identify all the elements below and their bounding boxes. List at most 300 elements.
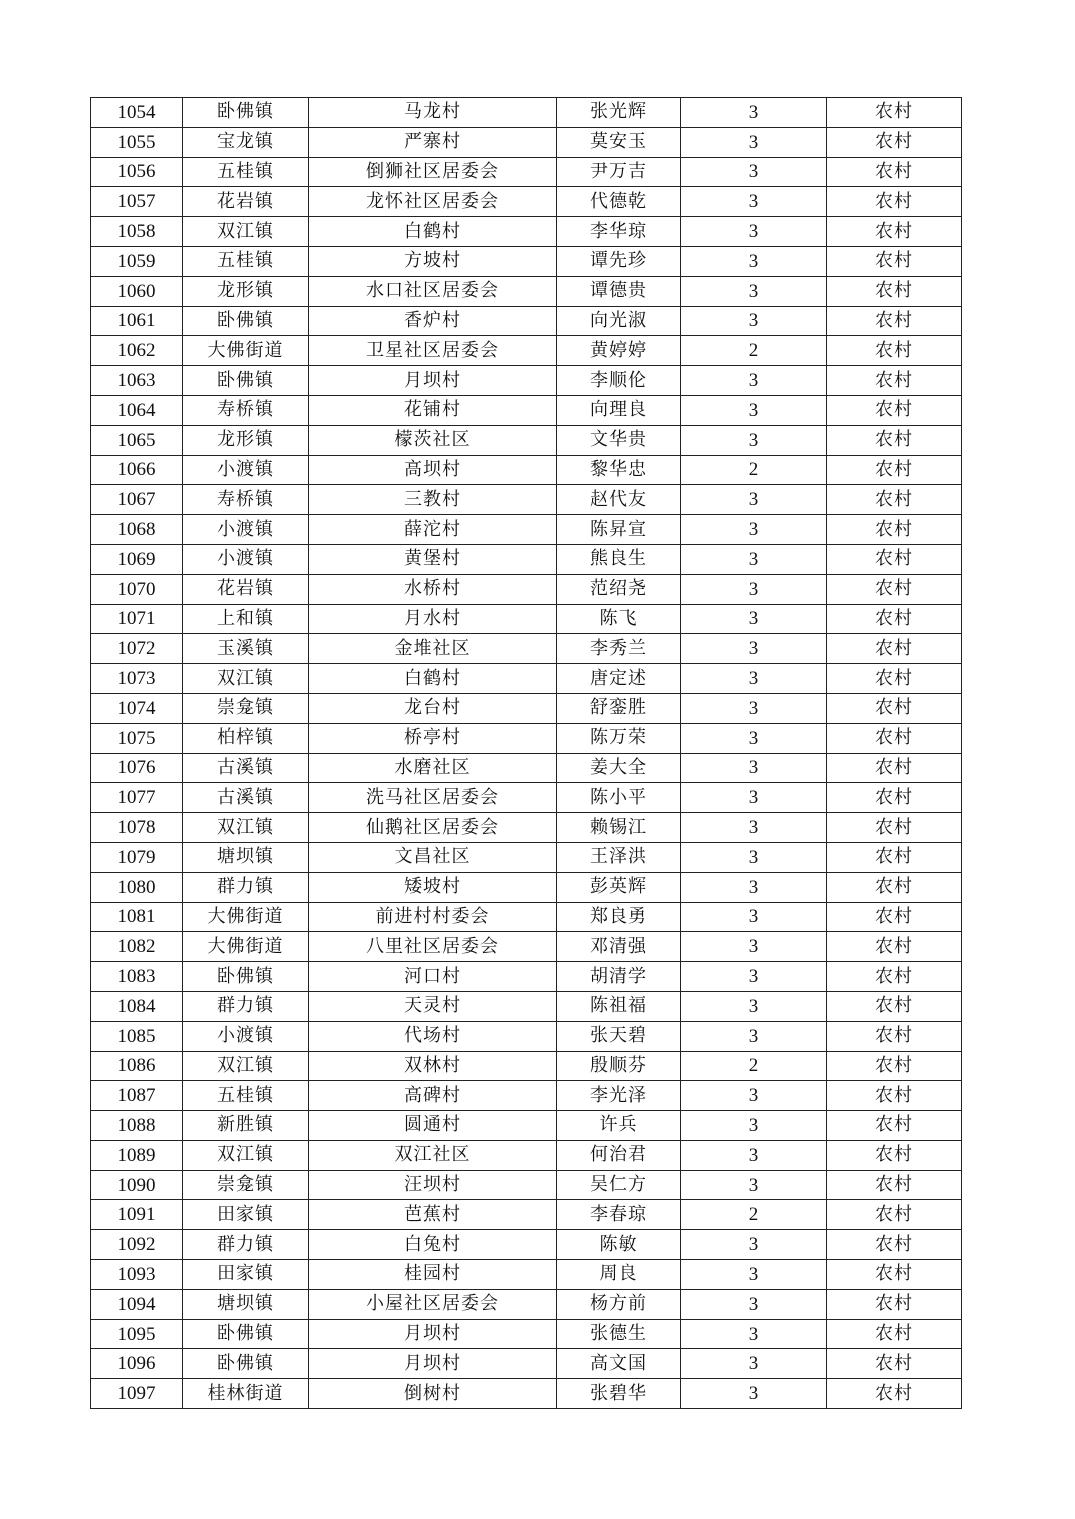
cell-count: 3 (681, 842, 827, 872)
cell-village: 白鹤村 (309, 664, 557, 694)
cell-township: 寿桥镇 (183, 395, 309, 425)
cell-serial-number: 1057 (91, 187, 183, 217)
cell-name: 邓清强 (557, 932, 681, 962)
table-row (91, 1051, 962, 1081)
cell-serial-number: 1059 (91, 246, 183, 276)
table-row (91, 395, 962, 425)
cell-serial-number: 1079 (91, 842, 183, 872)
cell-township: 柏梓镇 (183, 723, 309, 753)
cell-category: 农村 (827, 1111, 962, 1141)
cell-category: 农村 (827, 366, 962, 396)
cell-count: 3 (681, 395, 827, 425)
table-row (91, 1021, 962, 1051)
cell-name: 熊良生 (557, 544, 681, 574)
cell-category: 农村 (827, 574, 962, 604)
cell-count: 3 (681, 127, 827, 157)
table-row (91, 962, 962, 992)
cell-category: 农村 (827, 842, 962, 872)
table-row (91, 1200, 962, 1230)
cell-township: 双江镇 (183, 813, 309, 843)
cell-serial-number: 1075 (91, 723, 183, 753)
table-row (91, 157, 962, 187)
cell-name: 谭先珍 (557, 246, 681, 276)
cell-category: 农村 (827, 1200, 962, 1230)
cell-name: 谭德贵 (557, 276, 681, 306)
cell-count: 3 (681, 1230, 827, 1260)
cell-category: 农村 (827, 693, 962, 723)
cell-serial-number: 1058 (91, 217, 183, 247)
cell-township: 群力镇 (183, 1230, 309, 1260)
cell-category: 农村 (827, 544, 962, 574)
cell-count: 3 (681, 664, 827, 694)
cell-name: 舒銮胜 (557, 693, 681, 723)
cell-serial-number: 1065 (91, 425, 183, 455)
cell-count: 3 (681, 1170, 827, 1200)
cell-count: 3 (681, 1021, 827, 1051)
cell-township: 卧佛镇 (183, 962, 309, 992)
cell-name: 王泽洪 (557, 842, 681, 872)
cell-serial-number: 1070 (91, 574, 183, 604)
cell-name: 周良 (557, 1260, 681, 1290)
cell-serial-number: 1073 (91, 664, 183, 694)
cell-village: 方坡村 (309, 246, 557, 276)
cell-category: 农村 (827, 1319, 962, 1349)
cell-serial-number: 1078 (91, 813, 183, 843)
cell-serial-number: 1056 (91, 157, 183, 187)
cell-township: 卧佛镇 (183, 366, 309, 396)
cell-category: 农村 (827, 246, 962, 276)
table-row (91, 485, 962, 515)
cell-serial-number: 1094 (91, 1289, 183, 1319)
cell-name: 李春琼 (557, 1200, 681, 1230)
cell-category: 农村 (827, 1230, 962, 1260)
cell-village: 金堆社区 (309, 634, 557, 664)
cell-village: 高碑村 (309, 1081, 557, 1111)
cell-count: 3 (681, 485, 827, 515)
cell-category: 农村 (827, 783, 962, 813)
cell-count: 3 (681, 693, 827, 723)
cell-township: 双江镇 (183, 664, 309, 694)
cell-township: 小渡镇 (183, 515, 309, 545)
cell-name: 张德生 (557, 1319, 681, 1349)
cell-village: 香炉村 (309, 306, 557, 336)
cell-township: 卧佛镇 (183, 306, 309, 336)
cell-name: 黎华忠 (557, 455, 681, 485)
cell-name: 张碧华 (557, 1379, 681, 1409)
cell-village: 月坝村 (309, 366, 557, 396)
cell-serial-number: 1054 (91, 98, 183, 128)
cell-name: 李顺伦 (557, 366, 681, 396)
cell-village: 仙鹅社区居委会 (309, 813, 557, 843)
cell-village: 马龙村 (309, 98, 557, 128)
table-row (91, 98, 962, 128)
table-row (91, 991, 962, 1021)
table-row (91, 1140, 962, 1170)
cell-village: 龙怀社区居委会 (309, 187, 557, 217)
cell-township: 古溪镇 (183, 753, 309, 783)
cell-serial-number: 1064 (91, 395, 183, 425)
table-row (91, 693, 962, 723)
cell-township: 崇龛镇 (183, 1170, 309, 1200)
cell-serial-number: 1090 (91, 1170, 183, 1200)
table-row (91, 753, 962, 783)
cell-serial-number: 1093 (91, 1260, 183, 1290)
cell-serial-number: 1082 (91, 932, 183, 962)
cell-name: 代德乾 (557, 187, 681, 217)
cell-village: 花铺村 (309, 395, 557, 425)
cell-category: 农村 (827, 276, 962, 306)
cell-count: 3 (681, 246, 827, 276)
table-row (91, 813, 962, 843)
cell-serial-number: 1081 (91, 902, 183, 932)
cell-township: 卧佛镇 (183, 1349, 309, 1379)
cell-category: 农村 (827, 1140, 962, 1170)
cell-count: 3 (681, 366, 827, 396)
cell-count: 3 (681, 813, 827, 843)
cell-category: 农村 (827, 1051, 962, 1081)
cell-township: 玉溪镇 (183, 634, 309, 664)
cell-township: 宝龙镇 (183, 127, 309, 157)
cell-village: 卫星社区居委会 (309, 336, 557, 366)
cell-name: 李华琼 (557, 217, 681, 247)
cell-count: 3 (681, 217, 827, 247)
cell-serial-number: 1087 (91, 1081, 183, 1111)
cell-township: 大佛街道 (183, 336, 309, 366)
cell-name: 张光辉 (557, 98, 681, 128)
cell-serial-number: 1084 (91, 991, 183, 1021)
cell-serial-number: 1091 (91, 1200, 183, 1230)
table-row (91, 783, 962, 813)
cell-name: 陈祖福 (557, 991, 681, 1021)
cell-name: 杨方前 (557, 1289, 681, 1319)
cell-count: 3 (681, 932, 827, 962)
cell-township: 大佛街道 (183, 932, 309, 962)
cell-name: 高文国 (557, 1349, 681, 1379)
cell-category: 农村 (827, 902, 962, 932)
cell-township: 田家镇 (183, 1200, 309, 1230)
cell-category: 农村 (827, 485, 962, 515)
cell-village: 月水村 (309, 604, 557, 634)
cell-name: 黄婷婷 (557, 336, 681, 366)
cell-category: 农村 (827, 962, 962, 992)
cell-count: 3 (681, 962, 827, 992)
cell-township: 崇龛镇 (183, 693, 309, 723)
cell-serial-number: 1069 (91, 544, 183, 574)
cell-category: 农村 (827, 515, 962, 545)
cell-village: 龙台村 (309, 693, 557, 723)
cell-village: 月坝村 (309, 1349, 557, 1379)
cell-name: 尹万吉 (557, 157, 681, 187)
cell-name: 殷顺芬 (557, 1051, 681, 1081)
cell-category: 农村 (827, 1379, 962, 1409)
cell-name: 姜大全 (557, 753, 681, 783)
cell-count: 3 (681, 1081, 827, 1111)
table-row (91, 574, 962, 604)
cell-serial-number: 1071 (91, 604, 183, 634)
cell-category: 农村 (827, 187, 962, 217)
cell-count: 3 (681, 872, 827, 902)
cell-count: 3 (681, 1379, 827, 1409)
cell-township: 寿桥镇 (183, 485, 309, 515)
cell-name: 文华贵 (557, 425, 681, 455)
cell-name: 向理良 (557, 395, 681, 425)
cell-category: 农村 (827, 813, 962, 843)
table-row (91, 634, 962, 664)
cell-name: 陈飞 (557, 604, 681, 634)
cell-name: 李秀兰 (557, 634, 681, 664)
cell-serial-number: 1066 (91, 455, 183, 485)
cell-name: 范绍尧 (557, 574, 681, 604)
cell-category: 农村 (827, 664, 962, 694)
table-row (91, 1081, 962, 1111)
cell-village: 天灵村 (309, 991, 557, 1021)
cell-count: 3 (681, 902, 827, 932)
cell-name: 胡清学 (557, 962, 681, 992)
cell-count: 3 (681, 425, 827, 455)
cell-category: 农村 (827, 634, 962, 664)
cell-category: 农村 (827, 98, 962, 128)
cell-serial-number: 1062 (91, 336, 183, 366)
cell-count: 3 (681, 991, 827, 1021)
cell-count: 3 (681, 276, 827, 306)
cell-village: 汪坝村 (309, 1170, 557, 1200)
cell-township: 塘坝镇 (183, 1289, 309, 1319)
cell-serial-number: 1086 (91, 1051, 183, 1081)
cell-village: 高坝村 (309, 455, 557, 485)
cell-township: 双江镇 (183, 1051, 309, 1081)
cell-township: 龙形镇 (183, 276, 309, 306)
cell-village: 三教村 (309, 485, 557, 515)
cell-count: 2 (681, 336, 827, 366)
cell-village: 薛沱村 (309, 515, 557, 545)
cell-category: 农村 (827, 1021, 962, 1051)
cell-village: 白兔村 (309, 1230, 557, 1260)
cell-count: 2 (681, 455, 827, 485)
cell-name: 李光泽 (557, 1081, 681, 1111)
cell-village: 倒树村 (309, 1379, 557, 1409)
cell-count: 3 (681, 1349, 827, 1379)
table-row (91, 902, 962, 932)
cell-serial-number: 1055 (91, 127, 183, 157)
table-row (91, 544, 962, 574)
cell-village: 严寨村 (309, 127, 557, 157)
cell-serial-number: 1092 (91, 1230, 183, 1260)
cell-township: 五桂镇 (183, 157, 309, 187)
cell-serial-number: 1061 (91, 306, 183, 336)
cell-township: 田家镇 (183, 1260, 309, 1290)
table-row (91, 425, 962, 455)
cell-township: 五桂镇 (183, 1081, 309, 1111)
cell-serial-number: 1072 (91, 634, 183, 664)
cell-category: 农村 (827, 306, 962, 336)
cell-township: 桂林街道 (183, 1379, 309, 1409)
cell-count: 3 (681, 544, 827, 574)
cell-village: 双林村 (309, 1051, 557, 1081)
cell-category: 农村 (827, 1260, 962, 1290)
cell-category: 农村 (827, 991, 962, 1021)
cell-count: 3 (681, 723, 827, 753)
table-row (91, 276, 962, 306)
cell-village: 洗马社区居委会 (309, 783, 557, 813)
cell-name: 唐定述 (557, 664, 681, 694)
cell-count: 3 (681, 1289, 827, 1319)
table-row (91, 187, 962, 217)
cell-category: 农村 (827, 872, 962, 902)
cell-count: 3 (681, 98, 827, 128)
cell-name: 陈敏 (557, 1230, 681, 1260)
cell-township: 双江镇 (183, 217, 309, 247)
cell-category: 农村 (827, 1289, 962, 1319)
cell-category: 农村 (827, 604, 962, 634)
table-row (91, 842, 962, 872)
table-row (91, 1170, 962, 1200)
table-row (91, 1289, 962, 1319)
cell-township: 龙形镇 (183, 425, 309, 455)
cell-village: 檬茨社区 (309, 425, 557, 455)
cell-serial-number: 1067 (91, 485, 183, 515)
cell-township: 小渡镇 (183, 455, 309, 485)
table-row (91, 366, 962, 396)
cell-village: 小屋社区居委会 (309, 1289, 557, 1319)
cell-village: 黄堡村 (309, 544, 557, 574)
cell-township: 双江镇 (183, 1140, 309, 1170)
table-row (91, 1379, 962, 1409)
cell-township: 花岩镇 (183, 187, 309, 217)
cell-name: 赵代友 (557, 485, 681, 515)
cell-count: 3 (681, 604, 827, 634)
cell-serial-number: 1089 (91, 1140, 183, 1170)
cell-serial-number: 1060 (91, 276, 183, 306)
table-row (91, 664, 962, 694)
table-row (91, 932, 962, 962)
table-row (91, 1260, 962, 1290)
cell-count: 3 (681, 1319, 827, 1349)
table-row (91, 246, 962, 276)
cell-count: 3 (681, 783, 827, 813)
cell-serial-number: 1096 (91, 1349, 183, 1379)
cell-township: 群力镇 (183, 991, 309, 1021)
cell-village: 水口社区居委会 (309, 276, 557, 306)
cell-count: 3 (681, 1111, 827, 1141)
cell-township: 卧佛镇 (183, 98, 309, 128)
cell-name: 陈小平 (557, 783, 681, 813)
cell-village: 芭蕉村 (309, 1200, 557, 1230)
cell-township: 小渡镇 (183, 544, 309, 574)
cell-category: 农村 (827, 425, 962, 455)
cell-category: 农村 (827, 1081, 962, 1111)
table-row (91, 1349, 962, 1379)
table-row (91, 455, 962, 485)
cell-village: 倒狮社区居委会 (309, 157, 557, 187)
cell-village: 矮坡村 (309, 872, 557, 902)
cell-category: 农村 (827, 455, 962, 485)
cell-category: 农村 (827, 1170, 962, 1200)
cell-name: 向光淑 (557, 306, 681, 336)
cell-name: 陈万荣 (557, 723, 681, 753)
table-row (91, 127, 962, 157)
cell-category: 农村 (827, 395, 962, 425)
cell-village: 月坝村 (309, 1319, 557, 1349)
cell-serial-number: 1088 (91, 1111, 183, 1141)
cell-village: 桂园村 (309, 1260, 557, 1290)
cell-serial-number: 1068 (91, 515, 183, 545)
cell-category: 农村 (827, 932, 962, 962)
cell-village: 双江社区 (309, 1140, 557, 1170)
table-row (91, 723, 962, 753)
cell-name: 何治君 (557, 1140, 681, 1170)
cell-serial-number: 1095 (91, 1319, 183, 1349)
table-row (91, 306, 962, 336)
cell-village: 白鹤村 (309, 217, 557, 247)
cell-count: 3 (681, 157, 827, 187)
cell-category: 农村 (827, 753, 962, 783)
cell-count: 3 (681, 515, 827, 545)
cell-township: 上和镇 (183, 604, 309, 634)
table-row (91, 336, 962, 366)
cell-category: 农村 (827, 723, 962, 753)
table-row (91, 872, 962, 902)
cell-village: 水磨社区 (309, 753, 557, 783)
cell-village: 八里社区居委会 (309, 932, 557, 962)
cell-village: 文昌社区 (309, 842, 557, 872)
cell-name: 赖锡江 (557, 813, 681, 843)
cell-village: 河口村 (309, 962, 557, 992)
cell-village: 圆通村 (309, 1111, 557, 1141)
cell-township: 花岩镇 (183, 574, 309, 604)
cell-count: 3 (681, 1260, 827, 1290)
cell-name: 莫安玉 (557, 127, 681, 157)
cell-category: 农村 (827, 217, 962, 247)
cell-count: 3 (681, 574, 827, 604)
cell-count: 3 (681, 634, 827, 664)
cell-serial-number: 1077 (91, 783, 183, 813)
cell-name: 吴仁方 (557, 1170, 681, 1200)
cell-name: 彭英辉 (557, 872, 681, 902)
record-table-body (91, 98, 962, 1409)
cell-count: 2 (681, 1051, 827, 1081)
cell-village: 代场村 (309, 1021, 557, 1051)
cell-category: 农村 (827, 336, 962, 366)
cell-village: 桥亭村 (309, 723, 557, 753)
cell-category: 农村 (827, 127, 962, 157)
table-row (91, 515, 962, 545)
cell-count: 2 (681, 1200, 827, 1230)
cell-category: 农村 (827, 1349, 962, 1379)
table-row (91, 604, 962, 634)
cell-township: 古溪镇 (183, 783, 309, 813)
cell-township: 群力镇 (183, 872, 309, 902)
cell-township: 塘坝镇 (183, 842, 309, 872)
cell-serial-number: 1076 (91, 753, 183, 783)
cell-serial-number: 1074 (91, 693, 183, 723)
record-table (90, 97, 962, 1409)
cell-category: 农村 (827, 157, 962, 187)
table-row (91, 1230, 962, 1260)
cell-serial-number: 1085 (91, 1021, 183, 1051)
table-row (91, 1319, 962, 1349)
cell-township: 卧佛镇 (183, 1319, 309, 1349)
cell-village: 水桥村 (309, 574, 557, 604)
cell-township: 大佛街道 (183, 902, 309, 932)
cell-village: 前进村村委会 (309, 902, 557, 932)
table-row (91, 217, 962, 247)
cell-name: 张天碧 (557, 1021, 681, 1051)
cell-township: 小渡镇 (183, 1021, 309, 1051)
cell-count: 3 (681, 187, 827, 217)
cell-count: 3 (681, 1140, 827, 1170)
cell-count: 3 (681, 306, 827, 336)
cell-township: 新胜镇 (183, 1111, 309, 1141)
